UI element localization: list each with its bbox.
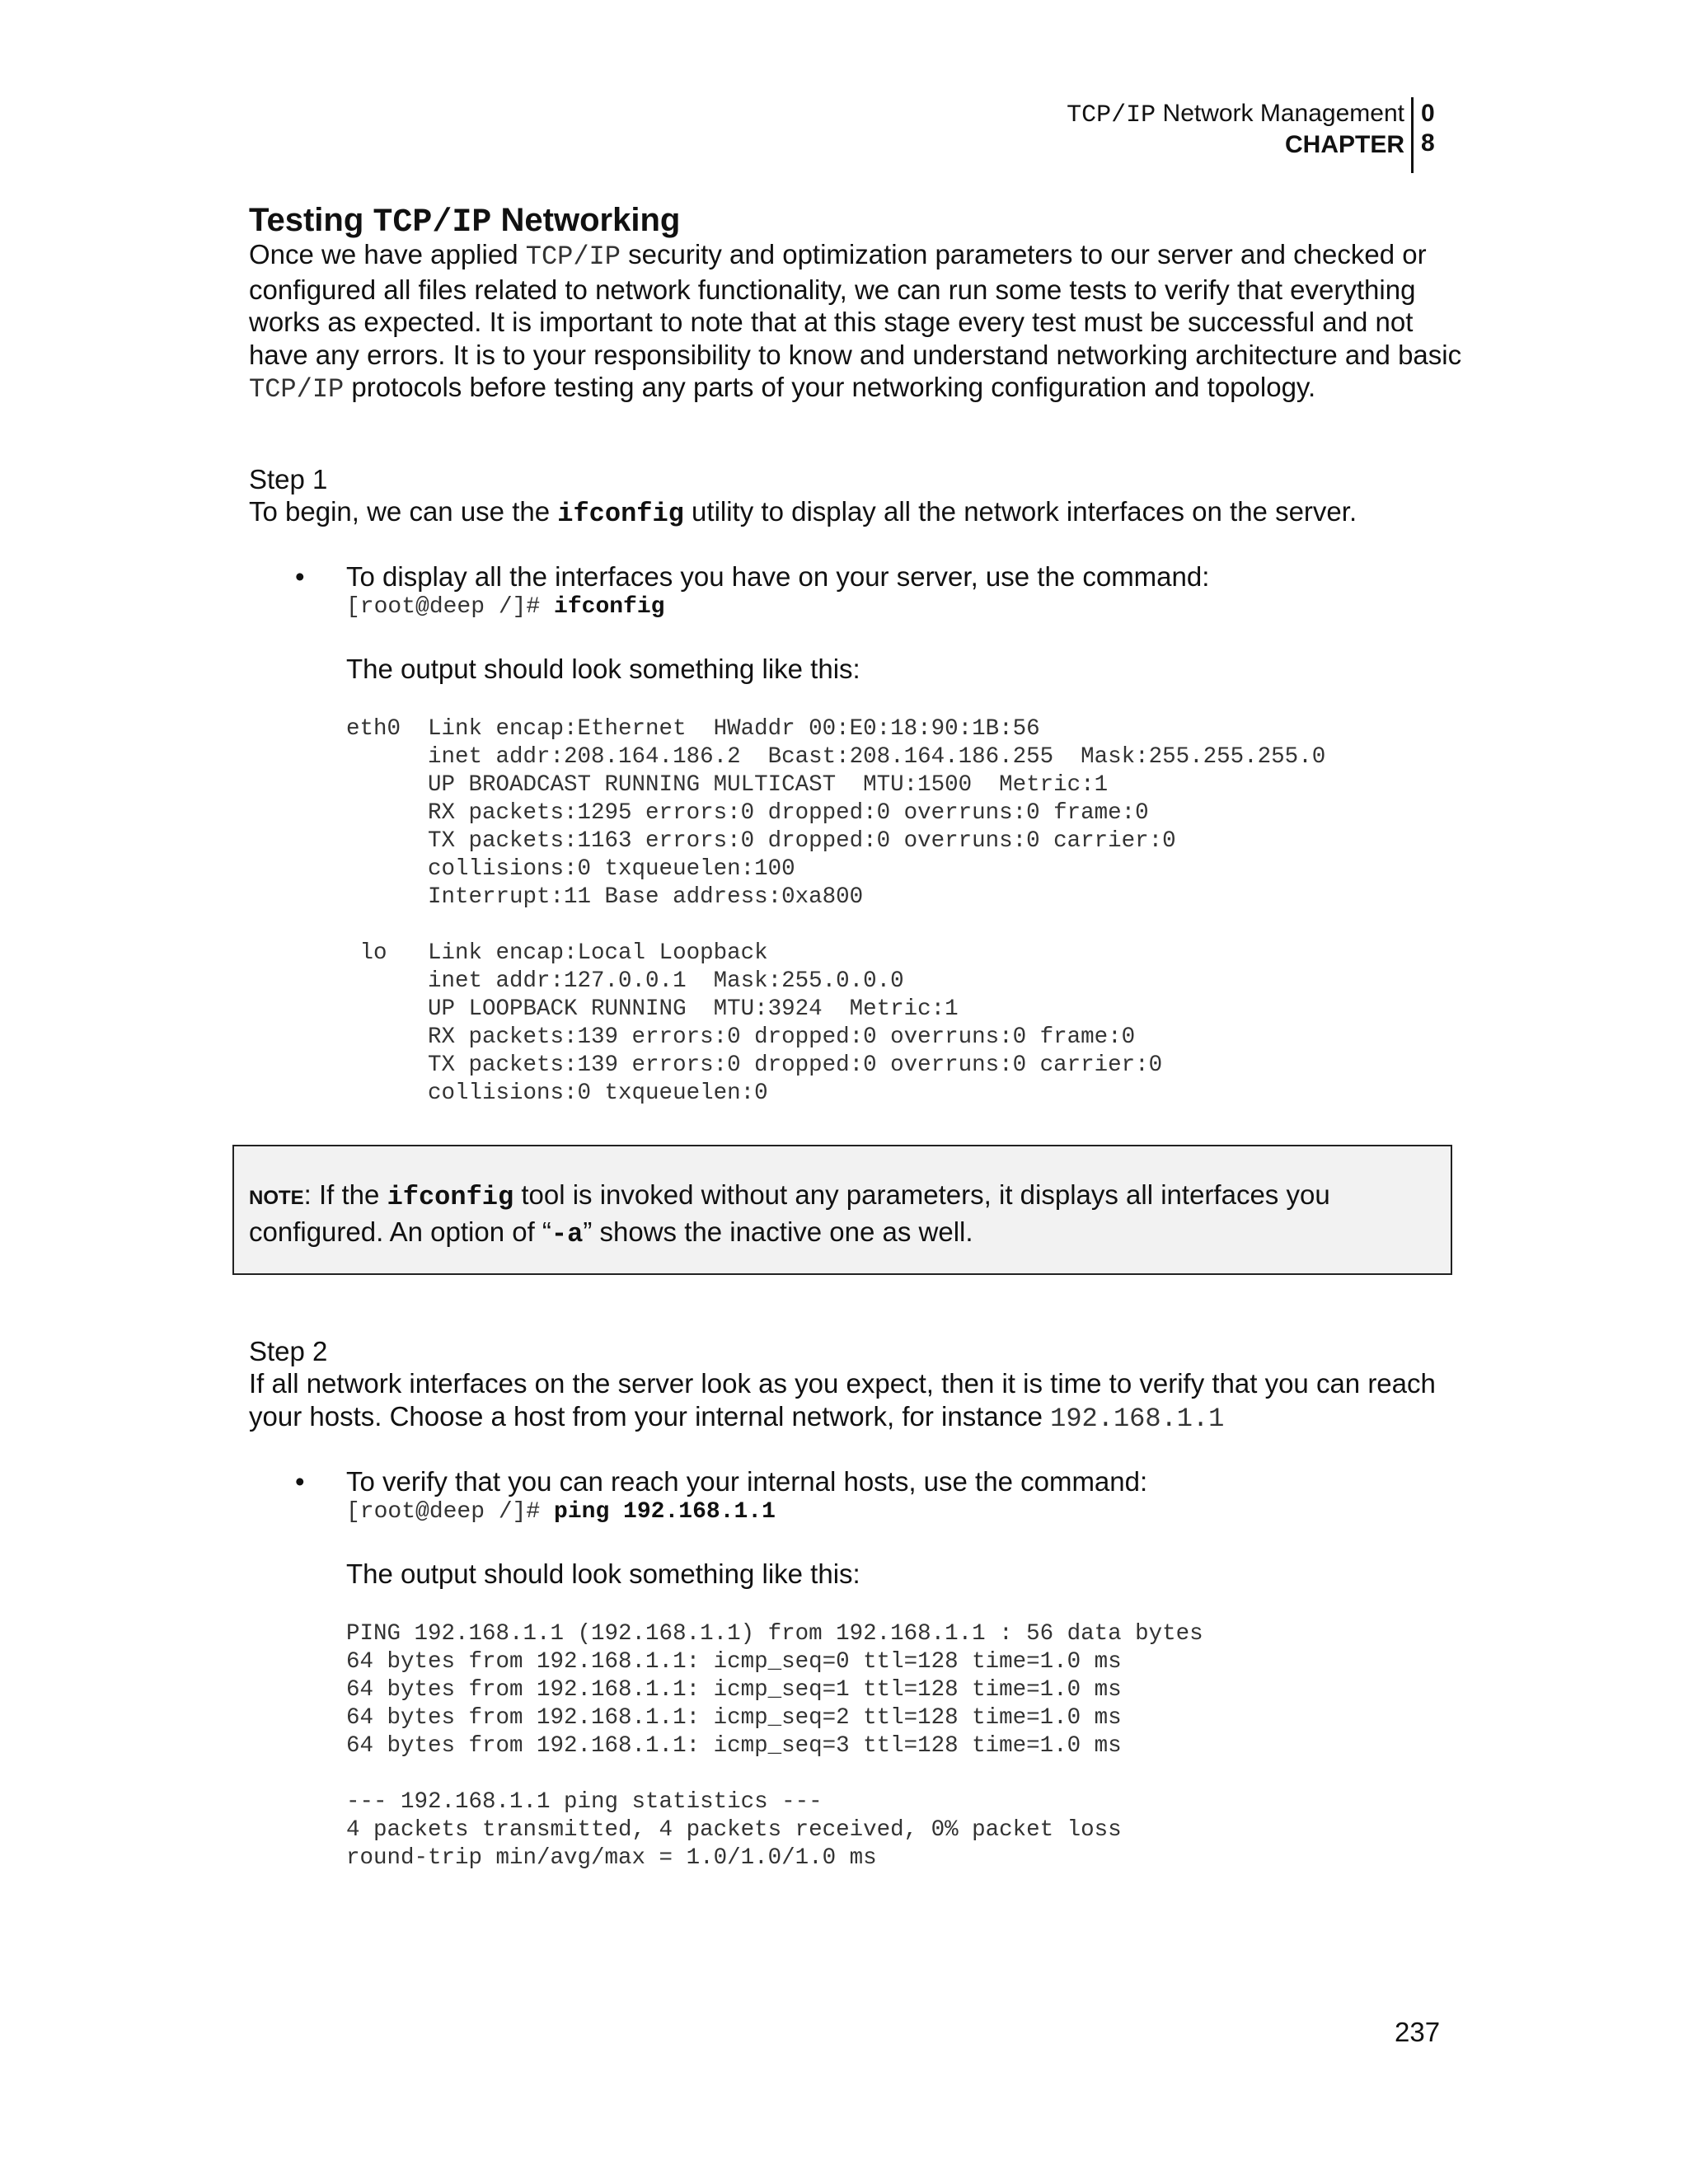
note-label: NOTE [249,1187,304,1209]
step1-command-line [346,593,664,621]
header-chapter-number [1421,99,1435,158]
step2-label: Step 2 [249,1336,328,1366]
intro-mono-2: TCP/IP [249,374,345,405]
chapter-number-digit-1: 0 [1421,100,1435,127]
step1-command: ifconfig [554,594,665,620]
header-title-rest: Network Management [1156,100,1404,127]
intro-text-3: protocols before testing any parts of your networking configuration and topology. [344,372,1316,402]
chapter-number-digit-2: 8 [1421,129,1435,157]
section-heading [249,200,680,243]
step1-command-output: eth0 Link encap:Ethernet HWaddr 00:E0:18:90:1B:56 inet addr:208.164.186.2 Bcast:208.164.186.255 Mask:255.255.255.0 UP BROADCAST RUNNING MULTICAST MTU:1500 Metric:1 RX packets:1295 errors:0 dropped:0 overruns:0 frame:0 TX packets:1163 errors:0 dropped:0 overruns:0 carrier:0 collisions:0 txqueuelen:100 Interrupt:11 Base address:0xa800 lo Link encap:Local Loopback inet addr:127.0.0.1 Mask:255.0.0.0 UP LOOPBACK RUNNING MTU:3924 Metric:1 RX packets:139 errors:0 dropped:0 overruns:0 frame:0 TX packets:139 errors:0 dropped:0 overruns:0 carrier:0 collisions:0 txqueuelen:0 [346,716,1326,1106]
intro-text-1: Once we have applied [249,239,526,269]
heading-post: Networking [491,202,681,238]
heading-mono: TCP/IP [373,204,492,241]
step2-output-intro: The output should look something like this: [346,1558,860,1589]
step2-description [249,1367,1469,1435]
step1-text-mono: ifconfig [557,499,684,529]
note-text-2: tool is invoked without any parameters, it displays all interfaces you configured. An option of “ [249,1179,1330,1247]
bullet-icon: • [295,561,305,592]
step1-label: Step 1 [249,464,328,494]
note-text-3: ” shows the inactive one as well. [583,1216,973,1247]
intro-paragraph [249,238,1469,406]
step1-text-post: utility to display all the network interfaces on the server. [683,496,1357,527]
page-number: 237 [1395,2017,1441,2047]
step2-bullet-text: To verify that you can reach your internal hosts, use the command: [346,1466,1148,1497]
note-mono-1: ifconfig [387,1182,514,1212]
header-divider [1411,97,1414,173]
header-title-mono: TCP/IP [1067,101,1156,129]
step2-text-mono: 192.168.1.1 [1050,1403,1225,1434]
step2-command-output: PING 192.168.1.1 (192.168.1.1) from 192.168.1.1 : 56 data bytes 64 bytes from 192.168.1.1: icmp_seq=0 ttl=128 time=1.0 ms 64 bytes from 192.168.1.1: icmp_seq=1 ttl=128 time=1.0 ms 64 bytes from 192.168.1.1: icmp_seq=2 ttl=128 time=1.0 ms 64 bytes from 192.168.1.1: icmp_seq=3 ttl=128 time=1.0 ms --- 192.168.1.1 ping statistics --- 4 packets transmitted, 4 packets received, 0% packet loss round-trip min/avg/max = 1.0/1.0/1.0 ms [346,1621,1203,1871]
bullet-icon: • [295,1466,305,1497]
step2-command-line [346,1498,776,1526]
step1-output-intro: The output should look something like this: [346,654,860,684]
step1-bullet-text: To display all the interfaces you have on your server, use the command: [346,561,1210,592]
step2-text-pre: If all network interfaces on the server look as you expect, then it is time to verify that you can reach your hosts. Choose a host from your internal network, for instance [249,1368,1436,1432]
intro-text-2: security and optimization parameters to our server and checked or configured all files related to network functionality, we can run some tests to verify that everything works as expected. It is important to note that at this stage every test must be successful and not have any errors. It is to your responsibility to know and understand networking architecture and basic [249,239,1462,370]
running-header [1067,99,1404,160]
note-box [232,1145,1452,1275]
header-chapter-label: CHAPTER [1284,131,1404,158]
step1-text-pre: To begin, we can use the [249,496,558,527]
note-text-1: : If the [303,1179,387,1210]
step2-command: ping 192.168.1.1 [554,1499,776,1525]
heading-pre: Testing [249,202,373,238]
step1-prompt: [root@deep /]# [346,594,555,620]
step1-description [249,495,1469,531]
intro-mono-1: TCP/IP [525,241,621,272]
header-title [1067,99,1404,130]
note-mono-2: -a [551,1219,584,1249]
step2-prompt: [root@deep /]# [346,1499,555,1525]
